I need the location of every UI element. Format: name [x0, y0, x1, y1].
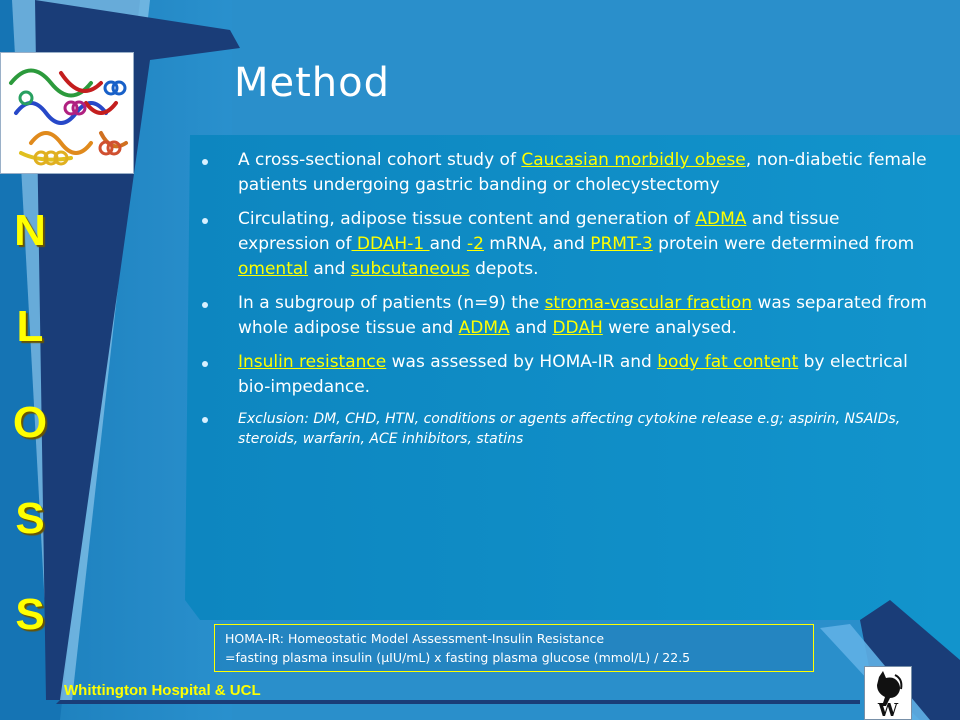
- homa-ir-definition: HOMA-IR: Homeostatic Model Assessment-Insulin Resistance: [225, 631, 605, 646]
- bullet-text: Circulating, adipose tissue content and generation of: [238, 209, 696, 229]
- slide-title: Method: [234, 60, 391, 106]
- highlighted-term: DDAH: [552, 318, 603, 338]
- homa-ir-formula: =fasting plasma insulin (µIU/mL) x fasting plasma glucose (mmol/L) / 22.5: [225, 650, 691, 665]
- bullet-dot-icon: [202, 302, 208, 308]
- bullet-item: [196, 148, 930, 198]
- bullet-text: and: [429, 234, 467, 254]
- bullet-text: depots.: [469, 259, 539, 279]
- bullet-item: [196, 409, 930, 449]
- highlighted-term: omental: [238, 259, 309, 279]
- logo-letter: W: [877, 700, 899, 719]
- protein-structure-logo: [0, 52, 134, 174]
- highlighted-term: body fat content: [657, 352, 799, 372]
- bullet-text: Exclusion: DM, CHD, HTN, conditions or agents affecting cytokine release e.g; aspirin, NSAIDs, steroids, warfarin, ACE inhibitors, statins: [238, 411, 901, 447]
- bullet-list: [196, 148, 930, 458]
- footer-credit: Whittington Hospital & UCL: [64, 682, 261, 699]
- highlighted-term: -2: [466, 234, 484, 254]
- bullet-text: A cross-sectional cohort study of: [238, 150, 522, 170]
- bullet-dot-icon: [202, 417, 208, 423]
- bullet-text: and: [308, 259, 351, 279]
- highlighted-term: Caucasian morbidly obese: [521, 150, 746, 170]
- side-letter: N: [14, 206, 46, 255]
- bullet-text: by electrical bio-impedance.: [238, 352, 908, 397]
- bullet-item: [196, 207, 930, 282]
- bullet-text: and tissue expression of: [238, 209, 840, 254]
- cat-logo: [864, 666, 912, 720]
- bullet-item: [196, 291, 930, 341]
- bullet-item: [196, 350, 930, 400]
- highlighted-term: stroma-vascular fraction: [544, 293, 753, 313]
- bullet-text: In a subgroup of patients (n=9) the: [238, 293, 545, 313]
- bullet-text: and: [509, 318, 553, 338]
- side-letter: S: [15, 590, 45, 639]
- bullet-dot-icon: [202, 361, 208, 367]
- bullet-text: protein were determined from: [652, 234, 915, 254]
- bullet-text: , non-diabetic female patients undergoing gastric banding or cholecystectomy: [238, 150, 927, 195]
- cat-icon: [865, 667, 911, 719]
- bullet-text: was separated from whole adipose tissue and: [238, 293, 927, 338]
- homa-ir-note: [214, 624, 814, 672]
- protein-structure-icon: [1, 53, 133, 173]
- side-letter: L: [16, 302, 44, 351]
- highlighted-term: DDAH-1: [351, 234, 430, 254]
- bullet-dot-icon: [202, 159, 208, 165]
- highlighted-term: Insulin resistance: [238, 352, 387, 372]
- side-letter: O: [12, 398, 48, 447]
- side-letter: S: [15, 494, 45, 543]
- bullet-text: was assessed by HOMA-IR and: [386, 352, 658, 372]
- bullet-dot-icon: [202, 218, 208, 224]
- highlighted-term: subcutaneous: [350, 259, 470, 279]
- highlighted-term: ADMA: [695, 209, 747, 229]
- bullet-text: were analysed.: [602, 318, 737, 338]
- highlighted-term: ADMA: [458, 318, 510, 338]
- highlighted-term: PRMT-3: [590, 234, 653, 254]
- bullet-text: mRNA, and: [483, 234, 591, 254]
